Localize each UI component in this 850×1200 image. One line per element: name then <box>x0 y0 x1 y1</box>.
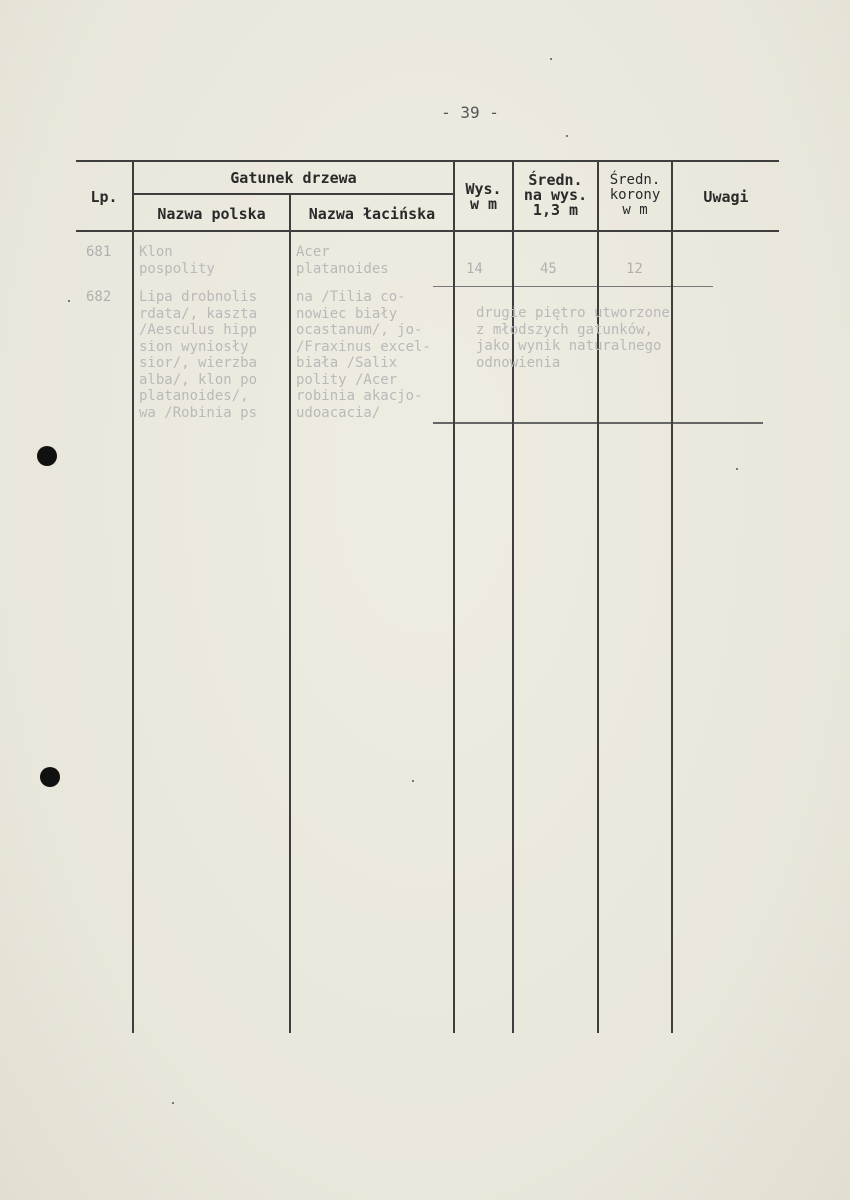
column-divider-lacinska <box>453 160 455 1033</box>
punch-hole-bottom <box>40 767 60 787</box>
column-divider-srednica <box>597 160 599 1033</box>
gatunek-header-divider <box>132 193 453 195</box>
speck <box>412 780 414 782</box>
table-row-srednica-korony: 12 <box>626 261 643 277</box>
table-top-border <box>76 160 779 162</box>
speck <box>736 468 738 470</box>
table-row-lp: 681 <box>86 244 112 260</box>
table-row-nazwa-polska: Lipa drobnolis rdata/, kaszta /Aesculus hipp sion wyniosły sior/, wierzba alba/, klon po platanoides/, wa /Robinia ps <box>139 289 258 421</box>
header-srednica-korony: Średn. korony w m <box>609 172 661 218</box>
column-divider-lp <box>132 160 134 1033</box>
column-divider-korona <box>671 160 673 1033</box>
header-wys: Wys. w m <box>465 180 502 213</box>
table-row-nazwa-lacinska: na /Tilia co- nowiec biały ocastanum/, jo- /Fraxinus excel- biała /Salix polity /Acer robinia akacjo- udoacacia/ <box>296 289 431 421</box>
header-gatunek-drzewa: Gatunek drzewa <box>230 169 357 187</box>
header-lp: Lp. <box>90 188 118 206</box>
speck <box>172 1102 174 1104</box>
speck <box>566 135 568 137</box>
header-srednica: Średn. na wys. 1,3 m <box>523 171 588 219</box>
speck <box>68 300 70 302</box>
page-number: - 39 - <box>441 103 499 122</box>
header-nazwa-lacinska: Nazwa łacińska <box>308 205 436 223</box>
punch-hole-top <box>37 446 57 466</box>
table-row-lp: 682 <box>86 289 112 305</box>
table-row-nazwa-lacinska: Acer platanoides <box>296 244 389 277</box>
header-bottom-border <box>76 230 779 232</box>
speck <box>550 58 552 60</box>
table-row-nazwa-polska: Klon pospolity <box>139 244 215 277</box>
column-divider-wys <box>512 160 514 1033</box>
header-uwagi: Uwagi <box>703 188 749 206</box>
table-row-uwagi: drugie piętro utworzone z młodszych gatunków, jako wynik naturalnego odnowienia <box>476 305 670 371</box>
header-nazwa-polska: Nazwa polska <box>157 205 266 223</box>
column-divider-polska <box>289 193 291 1033</box>
table-row-wys: 14 <box>466 261 483 277</box>
table-row-srednica: 45 <box>540 261 557 277</box>
